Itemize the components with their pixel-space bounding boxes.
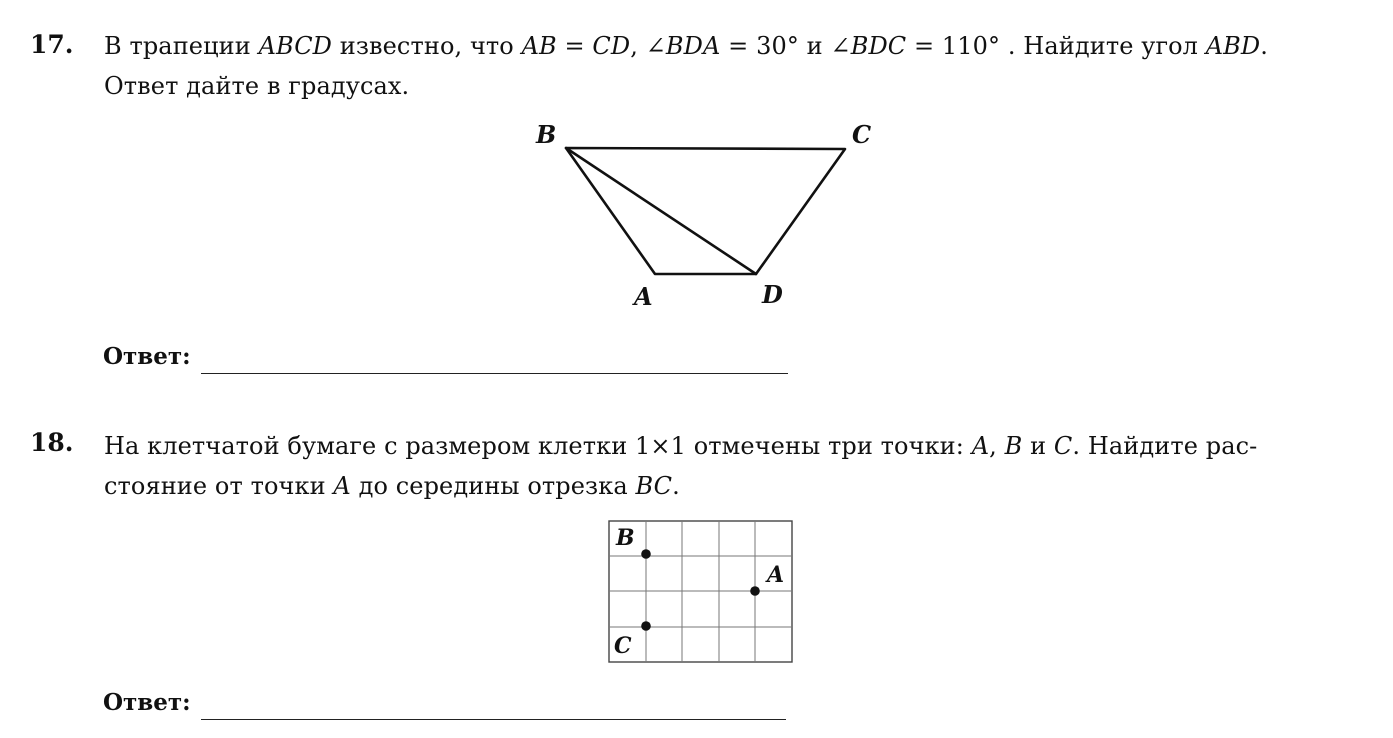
problem-18-number: 18. [30,428,74,457]
var-a: A [333,472,351,500]
text-segment: и [1022,432,1054,460]
trapezoid-outline [566,148,845,274]
problem-18-answer-label: Ответ: [103,689,191,716]
vertex-label-b: B [536,120,557,149]
text-segment: , [989,432,1005,460]
vertex-label-d: D [762,280,783,309]
text-segment: , ∠ [630,32,666,60]
var-a: A [971,432,990,460]
var-c: C [1053,432,1073,460]
text-segment: до середины отрезка [350,472,636,500]
grid-figure [609,521,792,662]
problem-17-answer-field[interactable] [201,373,788,374]
var-bdc: BDC [850,32,907,60]
vertex-label-c: C [852,120,872,149]
point-label-b: B [616,525,635,551]
text-segment: В трапеции [104,32,259,60]
var-b: B [1004,432,1023,460]
problem-17-line-2: Ответ дайте в градусах. [104,72,410,100]
var-cd: CD [592,32,631,60]
text-segment: . Найдите рас- [1072,432,1258,460]
point-label-a: A [767,562,785,588]
vertex-label-a: A [634,282,653,311]
text-segment: известно, что [332,32,522,60]
point-c [641,621,651,631]
text-segment: . [672,472,680,500]
point-a [750,586,760,596]
text-segment: . [1260,32,1268,60]
problem-18-answer-field[interactable] [201,719,786,720]
var-bda: BDA [665,32,721,60]
point-label-c: C [614,633,632,659]
point-b [641,549,651,559]
var-abd: ABD [1205,32,1261,60]
text-segment: На клетчатой бумаге с размером клетки 1×1 отмечены три точки: [104,432,972,460]
text-segment: стояние от точки [104,472,334,500]
text-segment: = 110° . Найдите угол [906,32,1206,60]
trapezoid-figure [535,120,871,311]
problem-17-answer-label: Ответ: [103,343,191,370]
diagonal-bd [566,148,756,274]
text-segment: = 30° и ∠ [720,32,851,60]
text-segment: = [556,32,593,60]
var-abcd: ABCD [258,32,332,60]
problem-17-number: 17. [30,30,74,59]
var-ab: AB [521,32,557,60]
var-bc: BC [635,472,673,500]
